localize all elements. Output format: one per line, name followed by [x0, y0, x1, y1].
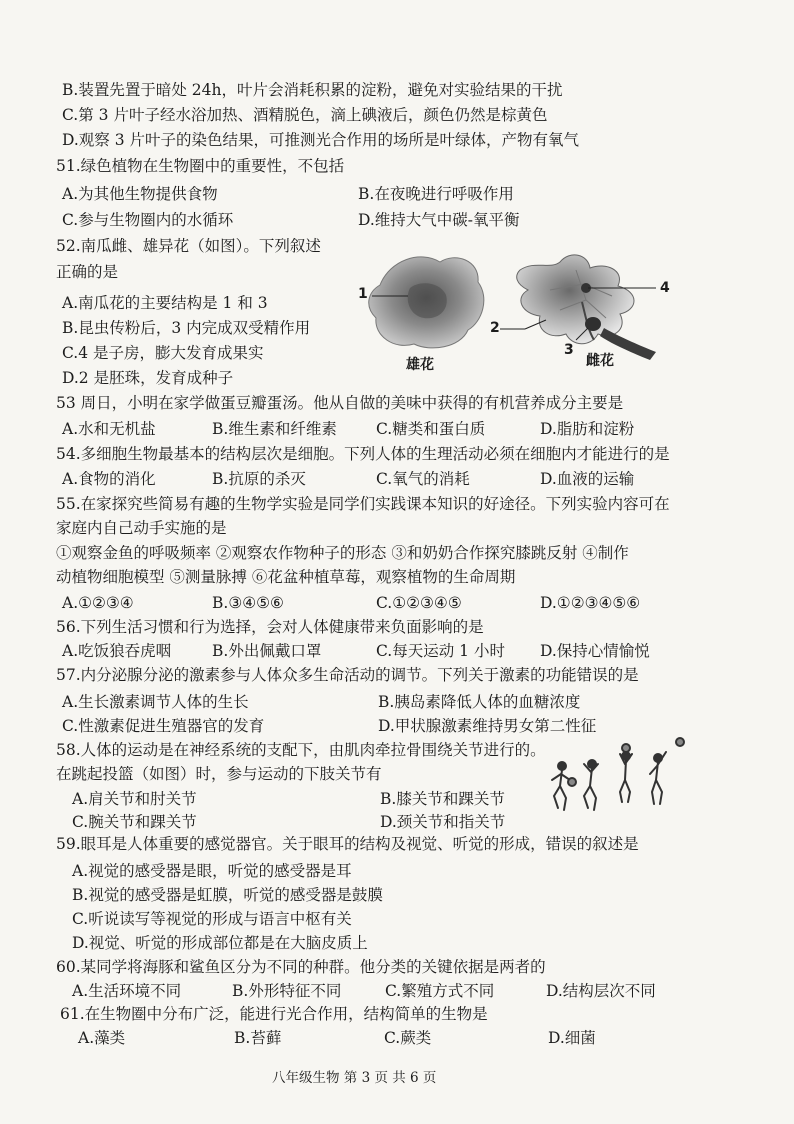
q58-option-a: A.肩关节和肘关节: [72, 790, 197, 808]
q51-stem: 51.绿色植物在生物圈中的重要性，不包括: [56, 157, 345, 175]
figure-label-2: 2: [490, 320, 500, 336]
q55-option-c: C.①②③④⑤: [376, 594, 462, 612]
q53-option-d: D.脂肪和淀粉: [540, 420, 635, 438]
q56-option-c: C.每天运动 1 小时: [376, 642, 505, 660]
q61-option-a: A.藻类: [78, 1029, 126, 1047]
figure-label-4: 4: [660, 280, 670, 296]
q55-items-line2: 动植物细胞模型 ⑤测量脉搏 ⑥花盆种植草莓，观察植物的生命周期: [56, 568, 516, 586]
jump-shot-figure: [548, 736, 688, 818]
q50-option-b: B.装置先置于暗处 24h，叶片会消耗积累的淀粉，避免对实验结果的干扰: [62, 81, 563, 99]
q55-option-d: D.①②③④⑤⑥: [540, 594, 641, 612]
q52-option-d: D.2 是胚珠，发育成种子: [62, 369, 234, 387]
q59-option-b: B.视觉的感受器是虹膜，听觉的感受器是鼓膜: [72, 886, 383, 904]
q52-option-b: B.昆虫传粉后，3 内完成双受精作用: [62, 319, 311, 337]
female-flower-caption: 雌花: [586, 353, 614, 369]
q56-option-b: B.外出佩戴口罩: [212, 642, 322, 660]
basketball-jump-shot-illustration: [548, 736, 688, 818]
q50-option-d: D.观察 3 片叶子的染色结果，可推测光合作用的场所是叶绿体，产物有氧气: [62, 131, 580, 149]
q60-option-c: C.繁殖方式不同: [385, 982, 495, 1000]
figure-label-3: 3: [564, 342, 574, 358]
q54-option-a: A.食物的消化: [62, 470, 156, 488]
q54-option-c: C.氧气的消耗: [376, 470, 470, 488]
q52-stem-line1: 52.南瓜雌、雄异花（如图）。下列叙述: [56, 237, 321, 255]
q56-option-a: A.吃饭狼吞虎咽: [62, 642, 172, 660]
q57-option-c: C.性激素促进生殖器官的发育: [62, 717, 265, 735]
q55-option-b: B.③④⑤⑥: [212, 594, 284, 612]
q55-stem-line1: 55.在家探究些简易有趣的生物学实验是同学们实践课本知识的好途径。下列实验内容可在: [56, 495, 670, 513]
q54-option-b: B.抗原的杀灭: [212, 470, 306, 488]
q59-stem: 59.眼耳是人体重要的感觉器官。关于眼耳的结构及视觉、听觉的形成，错误的叙述是: [56, 835, 639, 853]
q52-stem-line2: 正确的是: [56, 263, 119, 281]
q60-stem: 60.某同学将海豚和鲨鱼区分为不同的种群。他分类的关键依据是两者的: [56, 958, 546, 976]
q58-option-c: C.腕关节和踝关节: [72, 813, 197, 831]
figure-label-1: 1: [358, 286, 368, 302]
q55-items-line1: ①观察金鱼的呼吸频率 ②观察农作物种子的形态 ③和奶奶合作探究膝跳反射 ④制作: [56, 544, 629, 562]
q58-option-d: D.颈关节和指关节: [380, 813, 506, 831]
q53-option-a: A.水和无机盐: [62, 420, 156, 438]
q51-option-c: C.参与生物圈内的水循环: [62, 211, 234, 229]
q59-option-c: C.听说读写等视觉的形成与语言中枢有关: [72, 910, 352, 928]
q58-option-b: B.膝关节和踝关节: [380, 790, 505, 808]
pumpkin-flower-illustration: [350, 240, 685, 375]
q50-option-c: C.第 3 片叶子经水浴加热、酒精脱色，滴上碘液后，颜色仍然是棕黄色: [62, 106, 548, 124]
q51-option-a: A.为其他生物提供食物: [62, 185, 218, 203]
q53-option-c: C.糖类和蛋白质: [376, 420, 486, 438]
q60-option-b: B.外形特征不同: [232, 982, 342, 1000]
q57-stem: 57.内分泌腺分泌的激素参与人体众多生命活动的调节。下列关于激素的功能错误的是: [56, 666, 639, 684]
q61-stem: 61.在生物圈中分布广泛，能进行光合作用，结构简单的生物是: [60, 1005, 488, 1023]
q61-option-b: B.苔藓: [234, 1029, 282, 1047]
q54-option-d: D.血液的运输: [540, 470, 635, 488]
pumpkin-flower-figure: [350, 240, 685, 375]
q51-option-b: B.在夜晚进行呼吸作用: [358, 185, 514, 203]
q51-option-d: D.维持大气中碳-氧平衡: [358, 211, 520, 229]
page-footer: 八年级生物 第 3 页 共 6 页: [272, 1070, 437, 1086]
q53-stem: 53 周日，小明在家学做蛋豆瓣蛋汤。他从自做的美味中获得的有机营养成分主要是: [56, 394, 624, 412]
q57-option-b: B.胰岛素降低人体的血糖浓度: [378, 693, 581, 711]
q58-stem-line2: 在跳起投篮（如图）时，参与运动的下肢关节有: [56, 765, 382, 783]
q55-stem-line2: 家庭内自己动手实施的是: [56, 519, 227, 537]
q55-option-a: A.①②③④: [62, 594, 134, 612]
q52-option-a: A.南瓜花的主要结构是 1 和 3: [62, 294, 268, 312]
q52-option-c: C.4 是子房，膨大发育成果实: [62, 344, 264, 362]
q53-option-b: B.维生素和纤维素: [212, 420, 337, 438]
q60-option-d: D.结构层次不同: [546, 982, 656, 1000]
q58-stem-line1: 58.人体的运动是在神经系统的支配下，由肌肉牵拉骨围绕关节进行的。: [56, 741, 546, 759]
q56-stem: 56.下列生活习惯和行为选择，会对人体健康带来负面影响的是: [56, 618, 484, 636]
q61-option-d: D.细菌: [548, 1029, 596, 1047]
q54-stem: 54.多细胞生物最基本的结构层次是细胞。下列人体的生理活动必须在细胞内才能进行的是: [56, 445, 670, 463]
q59-option-d: D.视觉、听觉的形成部位都是在大脑皮质上: [72, 934, 368, 952]
q57-option-a: A.生长激素调节人体的生长: [62, 693, 249, 711]
male-flower-caption: 雄花: [406, 357, 434, 373]
q60-option-a: A.生活环境不同: [72, 982, 182, 1000]
q56-option-d: D.保持心情愉悦: [540, 642, 650, 660]
q61-option-c: C.蕨类: [384, 1029, 432, 1047]
q59-option-a: A.视觉的感受器是眼，听觉的感受器是耳: [72, 862, 352, 880]
q57-option-d: D.甲状腺激素维持男女第二性征: [378, 717, 597, 735]
